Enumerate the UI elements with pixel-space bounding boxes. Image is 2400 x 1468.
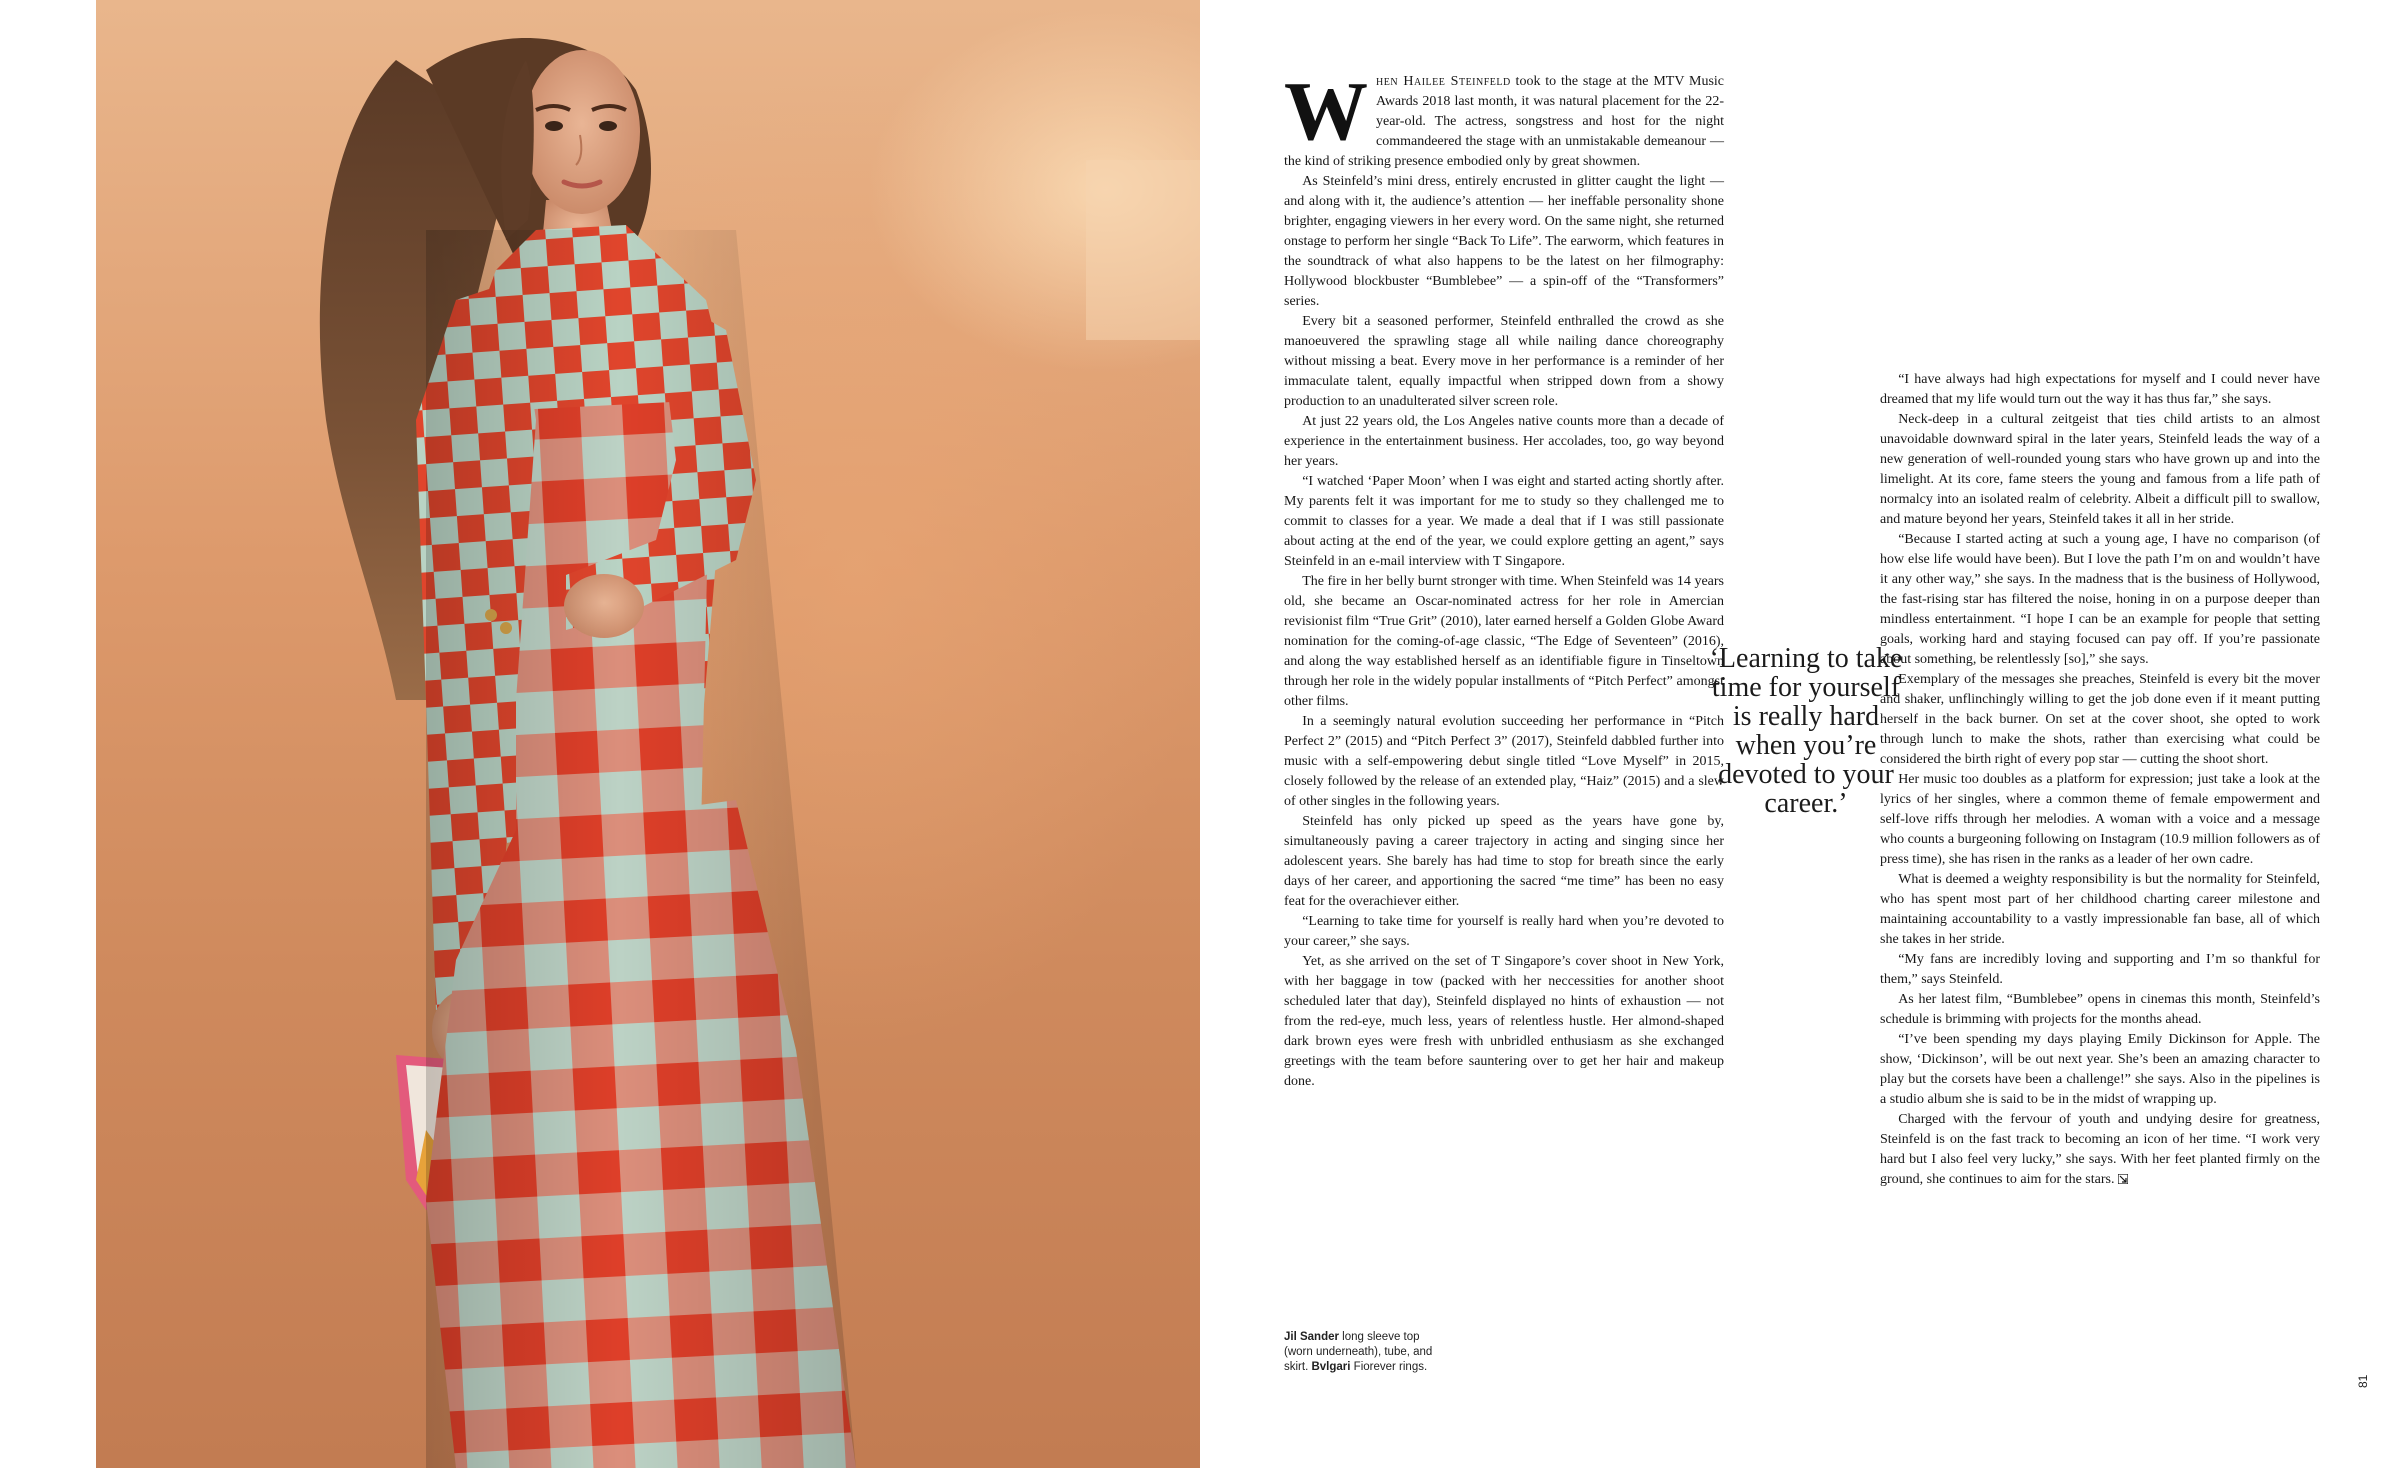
body-paragraph: As Steinfeld’s mini dress, entirely encrusted in glitter caught the light — and along with it, the audience’s attention — her ineffable personality shone brighter, engaging viewers in her every word. On the same night, she returned onstage to perform her single “Back To Life”. The earworm, which features in the soundtrack of what also happens to be the latest on her filmography: Hollywood blockbuster “Bumblebee” — a spin-off of the “Transformers” series. — [1284, 174, 1724, 309]
body-paragraph: Every bit a seasoned performer, Steinfeld enthralled the crowd as she manoeuvered the sprawling stage all while nailing dance choreography without missing a beat. Every move in her performance is a reminder of her immaculate talent, equally impactful when stripped down from a showy production to an unadulterated silver screen role. — [1284, 314, 1724, 409]
article-column-2 — [1880, 370, 2320, 1190]
pull-quote: ‘Learning to take time for yourself is really hard when you’re devoted to your career.’ — [1709, 643, 1903, 819]
final-paragraph-text: Charged with the fervour of youth and undying desire for greatness, Steinfeld is on the fast track to becoming an icon of her time. “I work very hard but I also feel very lucky,” she says. With her feet planted firmly on the ground, she continues to aim for the stars. — [1880, 1112, 2320, 1187]
article-column-1 — [1284, 65, 1724, 1092]
body-paragraph: In a seemingly natural evolution succeeding her performance in “Pitch Perfect 2” (2015) and “Pitch Perfect 3” (2017), Steinfeld dabbled further into music with a self-empowering debut single titled “Love Myself” in 2015, closely followed by the release of an extended play, “Haiz” (2015) and a slew of other singles in the following years. — [1284, 714, 1724, 809]
body-paragraph: “Learning to take time for yourself is really hard when you’re devoted to your career,” she says. — [1284, 914, 1724, 949]
body-paragraph: “My fans are incredibly loving and supporting and I’m so thankful for them,” says Steinfeld. — [1880, 952, 2320, 987]
photo-credit — [1284, 1330, 1434, 1375]
cover-photo — [96, 0, 1200, 1468]
page-number: 81 — [2356, 1374, 2370, 1388]
body-paragraph: Her music too doubles as a platform for expression; just take a look at the lyrics of her singles, where a common theme of female empowerment and self-love riffs through her melodies. A woman with a voice and a message who counts a burgeoning following on Instagram (10.9 million followers as of press time), she has risen in the ranks as a leader of her own cadre. — [1880, 772, 2320, 867]
body-paragraph: “I have always had high expectations for myself and I could never have dreamed that my life would turn out the way it has thus far,” she says. — [1880, 372, 2320, 407]
body-paragraph: The fire in her belly burnt stronger with time. When Steinfeld was 14 years old, she became an Oscar-nominated actress for her role in Amercian revisionist film “True Grit” (2010), later earned herself a Golden Globe Award nomination for the coming-of-age classic, “The Edge of Seventeen” (2016), and along the way established herself as an identifiable figure in Tinseltown through her role in the widely popular installments of “Pitch Perfect” amongst other films. — [1284, 574, 1724, 709]
lead-smallcaps: hen Hailee Steinfeld — [1376, 74, 1511, 89]
end-mark-icon — [2118, 1174, 2128, 1184]
body-paragraph: “Because I started acting at such a young age, I have no comparison (of how else life would have been). But I love the path I’m on and wouldn’t have it any other way,” she says. In the madness that is the business of Hollywood, the fast-rising star has filtered the noise, honing in on a purpose deeper than mindless entertainment. “I hope I can be an example for people that setting goals, working hard and staying focused can pay off. If you’re passionate about something, be relentlessly [so],” she says. — [1880, 532, 2320, 667]
final-paragraph — [1880, 1110, 2320, 1190]
credit-text-1: long sleeve top (worn underneath), tube, and skirt. — [1284, 1331, 1433, 1373]
body-paragraph: What is deemed a weighty responsibility is but the normality for Steinfeld, who has spent most part of her childhood charting career milestone and maintaining accountability to a vastly impressionable fan base, all of which she takes in her stride. — [1880, 872, 2320, 947]
body-paragraph: “I watched ‘Paper Moon’ when I was eight and started acting shortly after. My parents felt it was important for me to study so they challenged me to commit to classes for a year. We made a deal that if I was still passionate about acting at the end of the year, we could explore getting an agent,” says Steinfeld in an e-mail interview with T Singapore. — [1284, 474, 1724, 569]
portrait-photo — [96, 0, 1200, 1468]
body-paragraph: Neck-deep in a cultural zeitgeist that ties child artists to an almost unavoidable downward spiral in the later years, Steinfeld leads the way of a new generation of well-rounded young stars who have grown up and into the limelight. At its core, fame steers the young and famous from a life path of normalcy into an isolated realm of celebrity. Albeit a difficult pill to swallow, and mature beyond her years, Steinfeld takes it all in her stride. — [1880, 412, 2320, 527]
credit-brand-1: Jil Sander — [1284, 1331, 1339, 1343]
lead-paragraph — [1284, 65, 1724, 172]
credit-text-2: Fiorever rings. — [1350, 1361, 1428, 1373]
body-paragraph: Exemplary of the messages she preaches, Steinfeld is every bit the mover and shaker, unflinchingly willing to get the job done even if it meant putting herself in the back burner. On set at the cover shoot, she opted to work through lunch to make the shots, rather than exercising what could be considered the birth right of every pop star — cutting the shoot short. — [1880, 672, 2320, 767]
body-paragraph: As her latest film, “Bumblebee” opens in cinemas this month, Steinfeld’s schedule is brimming with projects for the months ahead. — [1880, 992, 2320, 1027]
body-paragraph: Steinfeld has only picked up speed as the years have gone by, simultaneously paving a career trajectory in acting and singing since her adolescent years. She barely has had time to stop for breath since the early days of her career, and apportioning the sacred “me time” has been no easy feat for the overachiever either. — [1284, 814, 1724, 909]
body-paragraph: “I’ve been spending my days playing Emily Dickinson for Apple. The show, ‘Dickinson’, will be out next year. She’s been an amazing character to play but the corsets have been a challenge!” she says. Also in the pipelines is a studio album she is said to be in the midst of wrapping up. — [1880, 1032, 2320, 1107]
body-paragraph: Yet, as she arrived on the set of T Singapore’s cover shoot in New York, with her baggage in tow (packed with her neccessities for another shoot scheduled later that day), Steinfeld displayed no hints of exhaustion — not from the red-eye, much less, years of relentless hustle. Her almond-shaped dark brown eyes were fresh with unbridled enthusiasm as she exchanged greetings with the team before sauntering over to get her hair and makeup done. — [1284, 954, 1724, 1089]
body-paragraph: At just 22 years old, the Los Angeles native counts more than a decade of experience in the entertainment business. Her accolades, too, go way beyond her years. — [1284, 414, 1724, 469]
lead-text: took to the stage at the MTV Music Awards 2018 last month, it was natural placement for the 22-year-old. The actress, songstress and host for the night commandeered the stage with an unmistakable demeanour — the kind of striking presence embodied only by great showmen. — [1284, 74, 1724, 169]
credit-brand-2: Bvlgari — [1311, 1361, 1351, 1373]
drop-cap: W — [1284, 65, 1368, 158]
